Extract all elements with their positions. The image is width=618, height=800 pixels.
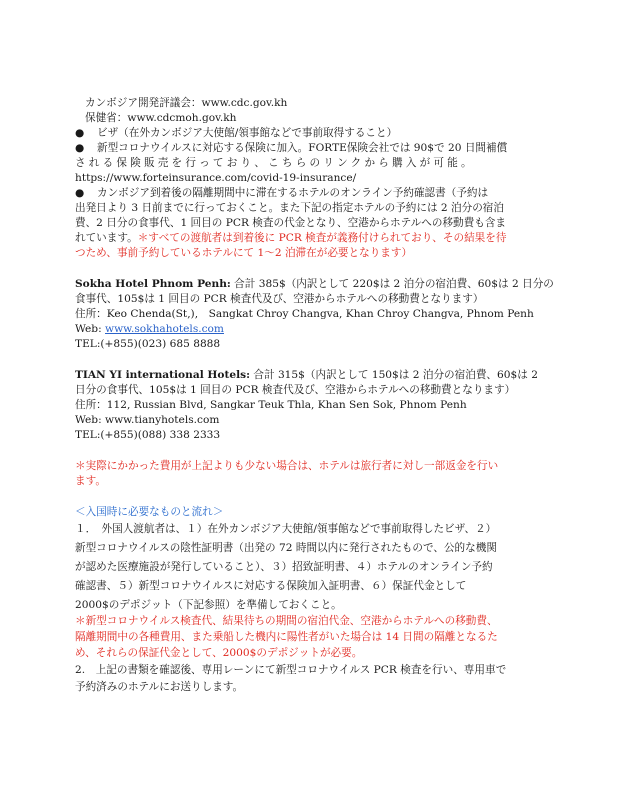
hotel-text-2: 出発日より 3 日前までに行っておくこと。また下記の指定ホテルの予約には 2 泊分の宿泊 bbox=[75, 202, 504, 214]
sokha-address: 住所：Keo Chenda(St,), Sangkat Chroy Changva, Khan Chroy Changva, Phnom Penh bbox=[75, 308, 534, 320]
step1-line-3: が認めた医療施設が発行していること）、３）招致証明書、４）ホテルのオンライン予約 bbox=[75, 561, 493, 573]
sokha-price-line bbox=[75, 277, 561, 291]
pcr-required-note: ＊すべての渡航者は到着後に PCR 検査が義務付けられており、その結果を待 bbox=[137, 232, 507, 244]
visa-text: ビザ（在外カンボジア大使館/領事館などで事前取得すること） bbox=[97, 127, 398, 139]
cdc-line: カンボジア開発評議会：www.cdc.gov.kh bbox=[85, 97, 288, 109]
insurance-text-2: される保険販売を行っており、こちらのリンクから購入が可能。 bbox=[75, 157, 475, 169]
hotel-bullet bbox=[75, 186, 561, 200]
hotel-text-4 bbox=[75, 231, 561, 245]
tianyi-web: Web: www.tianyhotels.com bbox=[75, 414, 220, 426]
tianyi-price-1: 合計 315$（内訳として 150$は 2 泊分の宿泊費、60$は 2 bbox=[250, 369, 538, 381]
tianyi-tel: TEL:(+855)(088) 338 2333 bbox=[75, 429, 221, 441]
deposit-note-1: ＊新型コロナウイルス検査代、結果待ちの期間の宿泊代金、空港からホテルへの移動費、 bbox=[75, 615, 498, 627]
step1-line-5: 2000$のデポジット（下記参照）を準備しておくこと。 bbox=[75, 599, 342, 611]
section-heading: ＜入国時に必要なものと流れ＞ bbox=[75, 506, 224, 518]
hotel-text-3: 費、2 日分の食事代、1 回目の PCR 検査の代金となり、空港からホテルへの移動費も含ま bbox=[75, 217, 507, 229]
insurance-bullet bbox=[75, 141, 561, 155]
refund-note-2: ます。 bbox=[75, 475, 106, 487]
insurance-text-1: 新型コロナウイルスに対応する保険に加入。FORTE保険会社では 90$で 20 日間補償 bbox=[97, 142, 508, 154]
step1-line-2: 新型コロナウイルスの陰性証明書（出発の 72 時間以内に発行されたもので、公的な機関 bbox=[75, 542, 497, 554]
step1-line-4: 確認書、５）新型コロナウイルスに対応する保険加入証明書、６）保証代金として bbox=[75, 580, 467, 592]
bullet-icon: ● bbox=[75, 142, 85, 154]
sokha-web-link[interactable]: www.sokhahotels.com bbox=[105, 323, 224, 335]
insurance-url[interactable]: https://www.forteinsurance.com/covid-19-insurance/ bbox=[75, 172, 357, 184]
visa-bullet bbox=[75, 126, 561, 140]
hotel-text-4-black: れています。 bbox=[75, 232, 138, 244]
sokha-tel: TEL:(+855)(023) 685 8888 bbox=[75, 338, 221, 350]
sokha-hotel-name: Sokha Hotel Phnom Penh: bbox=[75, 278, 231, 290]
refund-note-1: ＊実際にかかった費用が上記よりも少ない場合は、ホテルは旅行者に対し一部返金を行い bbox=[75, 460, 499, 472]
hotel-text-1: カンボジア到着後の隔離期間中に滞在するホテルのオンライン予約確認書（予約は bbox=[97, 187, 489, 199]
deposit-note-3: め、それらの保証代金として、2000$のデポジットが必要。 bbox=[75, 647, 363, 659]
tianyi-address: 住所：112, Russian Blvd, Sangkar Teuk Thla, Khan Sen Sok, Phnom Penh bbox=[75, 399, 467, 411]
tianyi-hotel-name: TIAN YI international Hotels: bbox=[75, 369, 251, 381]
tianyi-price-line bbox=[75, 368, 561, 382]
deposit-note-2: 隔離期間中の各種費用、また乗船した機内に陽性者がいた場合は 14 日間の隔離となるた bbox=[75, 631, 498, 643]
pcr-required-note-2: つため、事前予約しているホテルにて 1～2 泊滞在が必要となります） bbox=[75, 247, 413, 259]
step1-line-1: １． 外国人渡航者は、１）在外カンボジア大使館/領事館などで事前取得したビザ、２） bbox=[75, 523, 497, 535]
ministry-line: 保健省：www.cdcmoh.gov.kh bbox=[85, 112, 237, 124]
tianyi-price-2: 日分の食事代、105$は 1 回目の PCR 検査代及び、空港からホテルへの移動費となります） bbox=[75, 384, 516, 396]
sokha-web-label: Web: bbox=[75, 323, 106, 335]
bullet-icon: ● bbox=[75, 127, 85, 139]
step2-line-1: 2. 上記の書類を確認後、専用レーンにて新型コロナウイルス PCR 検査を行い、専用車で bbox=[75, 664, 507, 676]
sokha-web-line bbox=[75, 322, 561, 336]
sokha-price-2: 食事代、105$は 1 回目の PCR 検査代及び、空港からホテルへの移動費となります） bbox=[75, 293, 484, 305]
bullet-icon: ● bbox=[75, 187, 85, 199]
step2-line-2: 予約済みのホテルにお送りします。 bbox=[75, 681, 244, 693]
sokha-price-1: 合計 385$（内訳として 220$は 2 泊分の宿泊費、60$は 2 日分の bbox=[230, 278, 554, 290]
